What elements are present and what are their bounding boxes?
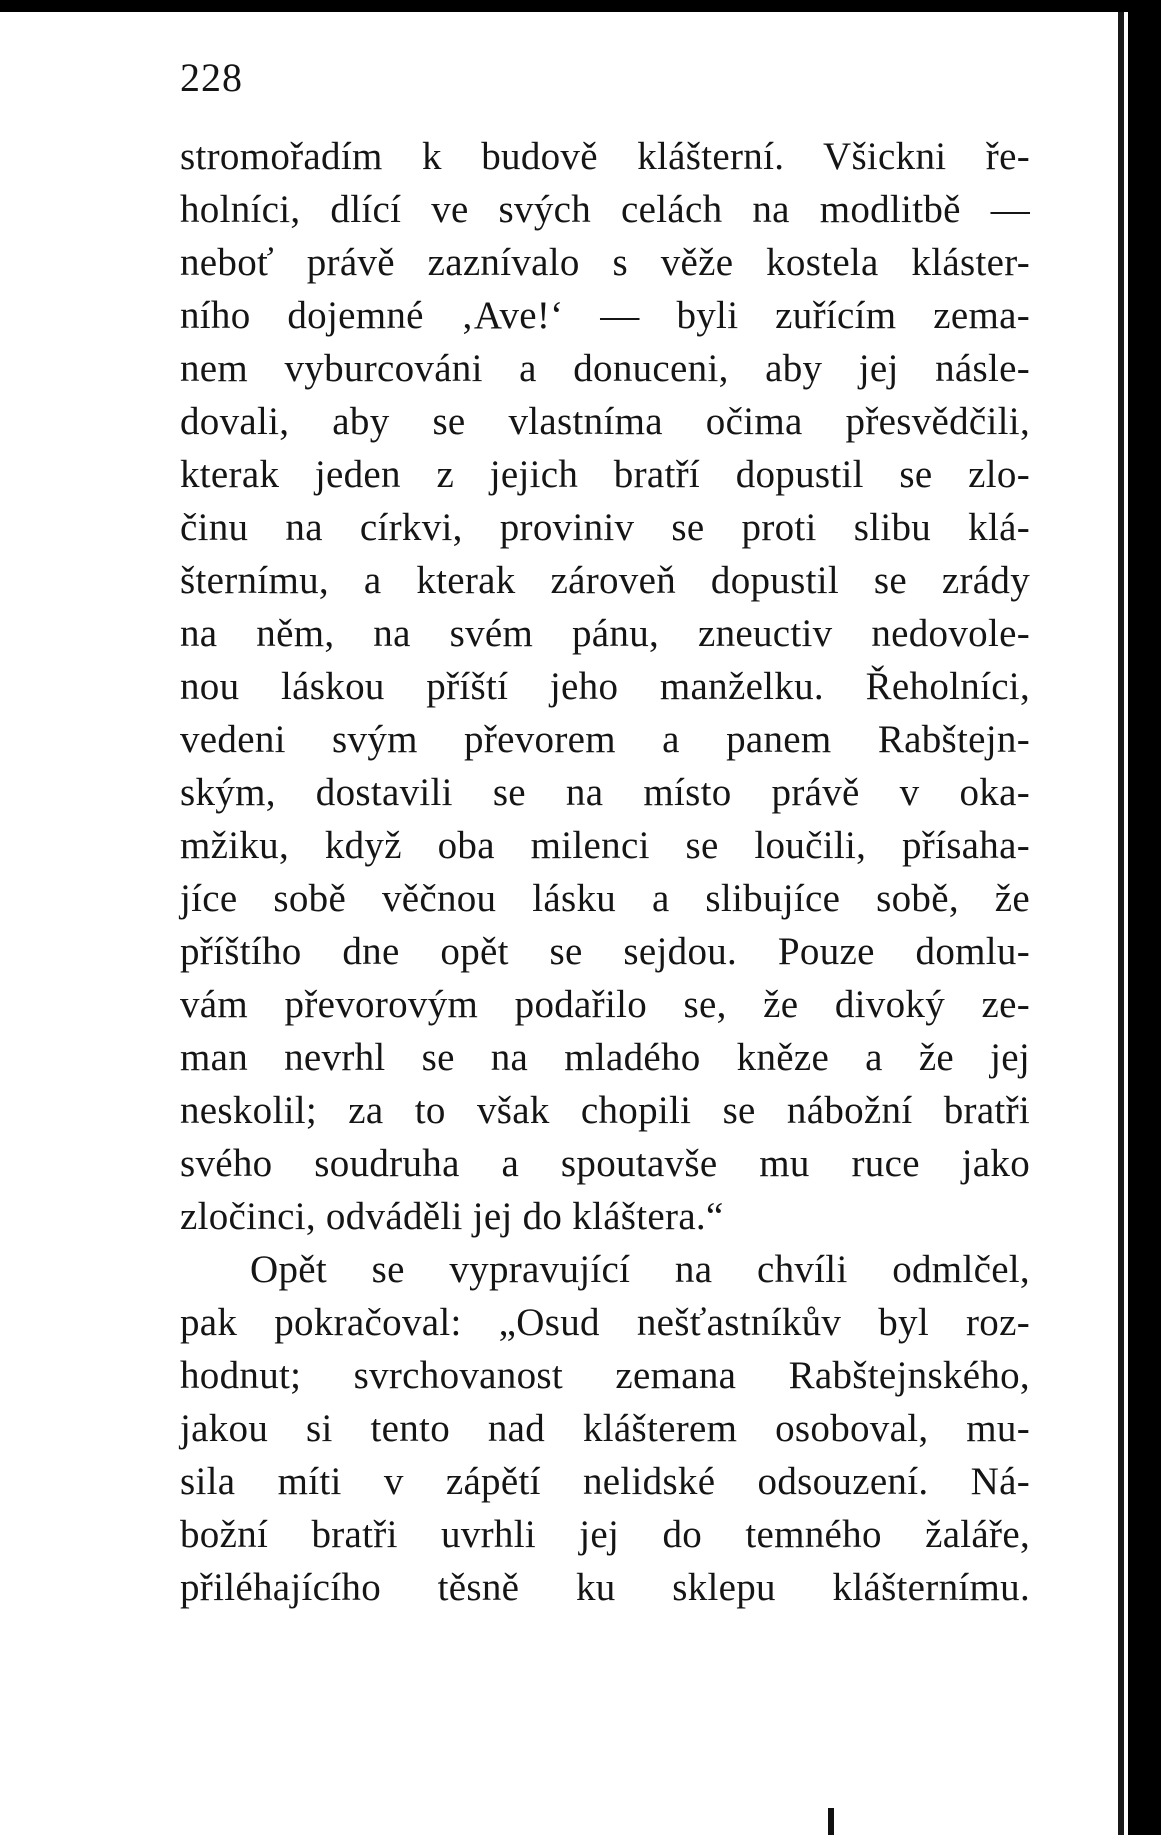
paragraph-end-line: zločinci, odváděli jej do kláštera.“ xyxy=(180,1195,724,1238)
text-line: vedeni svým převorem a panem Rabštejn- xyxy=(180,718,1030,761)
text-line: neskolil; za to však chopili se nábožní bratři xyxy=(180,1089,1030,1132)
scan-top-border xyxy=(0,0,1161,12)
page-number: 228 xyxy=(180,55,243,100)
text-line: dovali, aby se vlastníma očima přesvědčili, xyxy=(180,400,1030,443)
text-line: božní bratři uvrhli jej do temného žaláře, xyxy=(180,1513,1030,1556)
scan-right-gutter xyxy=(1128,0,1161,1835)
text-line: nem vyburcováni a donuceni, aby jej násle- xyxy=(180,347,1030,390)
text-line: jíce sobě věčnou lásku a slibujíce sobě, že xyxy=(180,877,1030,920)
paragraph-first-line: Opět se vypravující na chvíli odmlčel, xyxy=(250,1248,1030,1291)
text-line: holníci, dlící ve svých celách na modlitbě — xyxy=(180,188,1030,231)
text-line: man nevrhl se na mladého kněze a že jej xyxy=(180,1036,1030,1079)
text-line: přiléhajícího těsně ku sklepu klášternímu. xyxy=(180,1566,1030,1609)
text-line: šternímu, a kterak zároveň dopustil se zrády xyxy=(180,559,1030,602)
text-line: příštího dne opět se sejdou. Pouze domlu- xyxy=(180,930,1030,973)
scan-bottom-mark xyxy=(828,1808,834,1835)
text-line: činu na církvi, proviniv se proti slibu klá- xyxy=(180,506,1030,549)
text-line: na něm, na svém pánu, zneuctiv nedovole- xyxy=(180,612,1030,655)
text-line: ního dojemné ‚Ave!‘ — byli zuřícím zema- xyxy=(180,294,1030,337)
text-line: mžiku, když oba milenci se loučili, přísaha- xyxy=(180,824,1030,867)
text-line: hodnut; svrchovanost zemana Rabštejnského, xyxy=(180,1354,1030,1397)
text-line: svého soudruha a spoutavše mu ruce jako xyxy=(180,1142,1030,1185)
text-line: kterak jeden z jejich bratří dopustil se zlo- xyxy=(180,453,1030,496)
text-line: vám převorovým podařilo se, že divoký ze- xyxy=(180,983,1030,1026)
text-line: neboť právě zaznívalo s věže kostela kláster- xyxy=(180,241,1030,284)
text-line: nou láskou příští jeho manželku. Řeholníci, xyxy=(180,665,1030,708)
page-right-edge xyxy=(1118,12,1124,1835)
text-line: sila míti v zápětí nelidské odsouzení. Ná- xyxy=(180,1460,1030,1503)
text-line: jakou si tento nad klášterem osoboval, mu- xyxy=(180,1407,1030,1450)
text-line: pak pokračoval: „Osud nešťastníkův byl roz- xyxy=(180,1301,1030,1344)
text-line: stromořadím k budově klášterní. Všickni ře- xyxy=(180,135,1030,178)
body-text xyxy=(180,130,1030,1614)
text-line: ským, dostavili se na místo právě v oka- xyxy=(180,771,1030,814)
